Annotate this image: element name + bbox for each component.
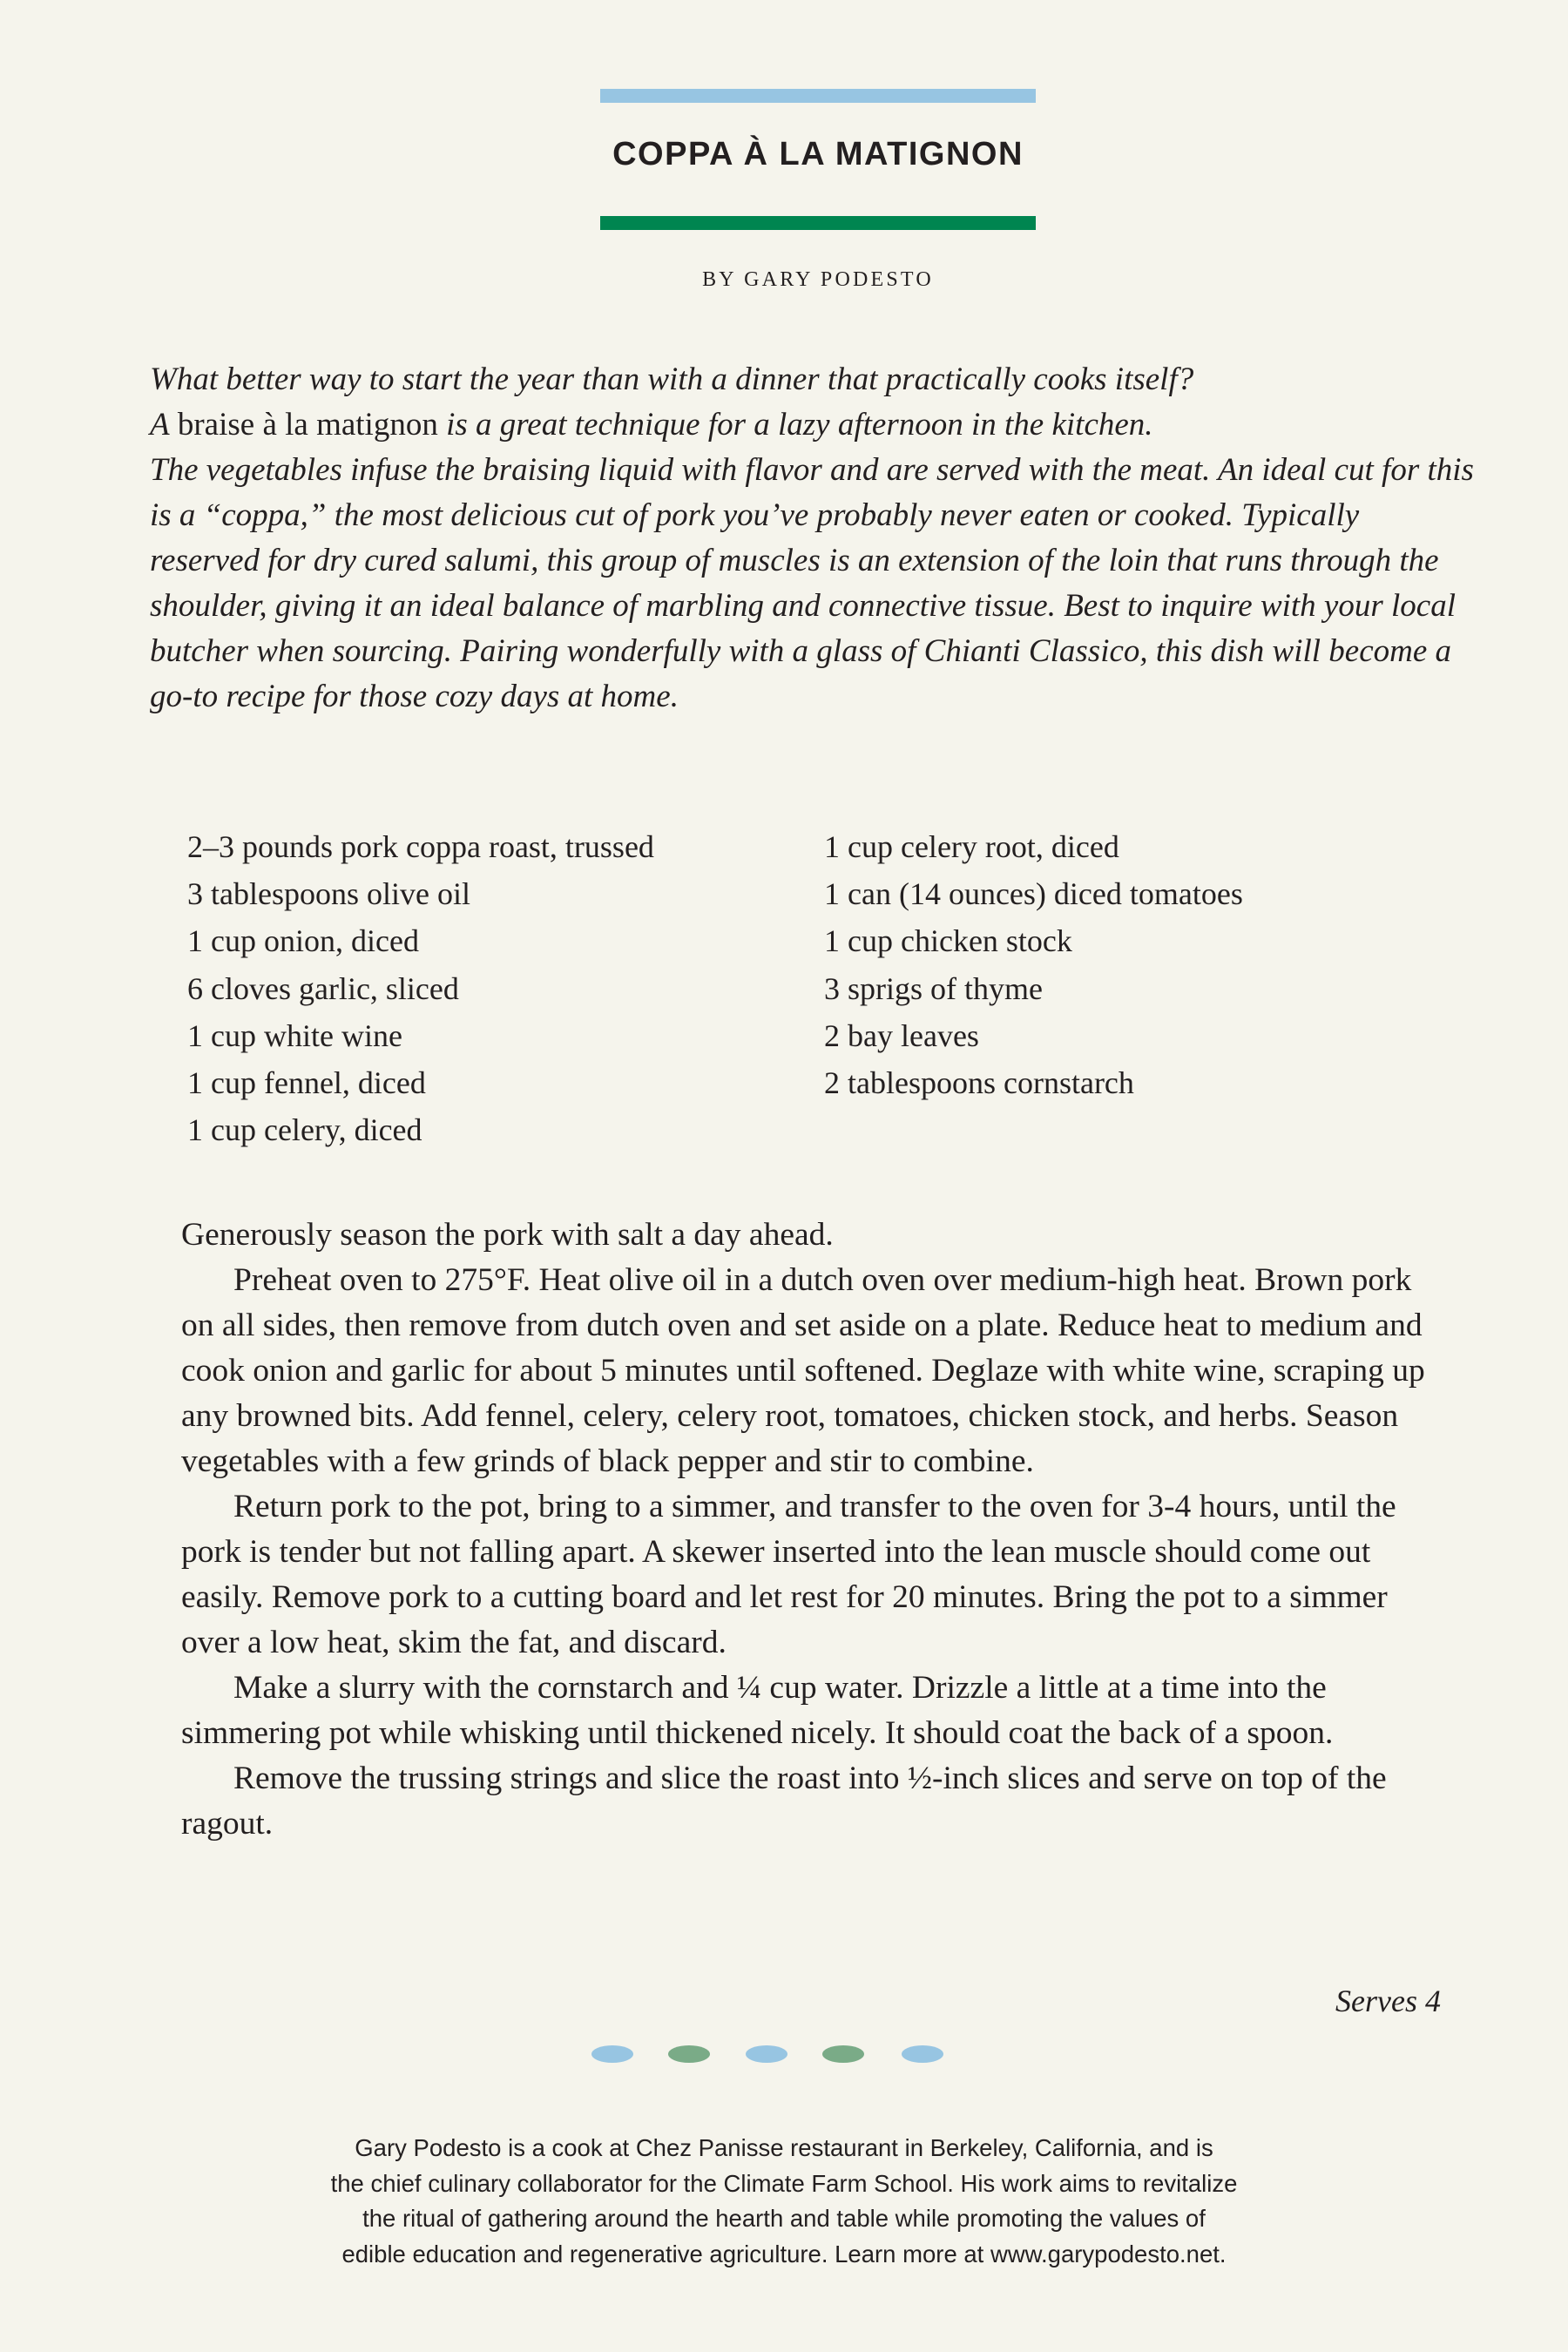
byline: BY GARY PODESTO	[702, 268, 934, 291]
divider-dot-icon	[822, 2045, 864, 2063]
method-step: Return pork to the pot, bring to a simmer, and transfer to the oven for 3-4 hours, until the pork is tender but not falling apart. A skewer inserted into the lean muscle should come out easily. Remove pork to a cutting board and let rest for 20 minutes. Bring the pot to a simmer over a low heat, skim the fat, and discard.	[181, 1489, 1396, 1660]
ingredient-item: 1 can (14 ounces) diced tomatoes	[824, 876, 1243, 912]
method-section	[181, 1213, 1446, 1847]
ingredient-item: 1 cup celery root, diced	[824, 829, 1119, 864]
method-step: Generously season the pork with salt a day ahead.	[181, 1217, 834, 1253]
ingredients-column-left	[187, 823, 654, 1153]
ingredient-item: 1 cup white wine	[187, 1017, 402, 1053]
intro-rest: The vegetables infuse the braising liquid with flavor and are served with the meat. An ideal cut for this is a “coppa,” the most delicious cut of pork you’ve probably never eaten or cooked. Typically reserved for dry cured salumi, this group of muscles is an extension of the loin that runs through the shoulder, giving it an ideal balance of marbling and connective tissue. Best to inquire with your local butcher when sourcing. Pairing wonderfully with a glass of Chianti Classico, this dish will become a go-to recipe for those cozy days at home.	[150, 452, 1474, 714]
bottom-accent-bar	[600, 216, 1036, 230]
bio-line: the chief culinary collaborator for the Climate Farm School. His work aims to revitalize	[330, 2169, 1238, 2197]
top-accent-bar	[600, 89, 1036, 103]
section-divider-dots	[591, 2045, 940, 2065]
ingredient-item: 1 cup onion, diced	[187, 923, 419, 959]
intro-line-2a: A	[150, 407, 170, 443]
ingredients-column-right	[824, 823, 1243, 1106]
method-step: Remove the trussing strings and slice the roast into ½-inch slices and serve on top of the ragout.	[181, 1761, 1387, 1842]
method-step: Preheat oven to 275°F. Heat olive oil in a dutch oven over medium-high heat. Brown pork on all sides, then remove from dutch oven and set aside on a plate. Reduce heat to medium and cook onion and garlic for about 5 minutes until softened. Deglaze with white wine, scraping up any browned bits. Add fennel, celery, celery root, tomatoes, chicken stock, and herbs. Season vegetables with a few grinds of black pepper and stir to combine.	[181, 1262, 1425, 1479]
ingredient-item: 2 tablespoons cornstarch	[824, 1065, 1134, 1101]
ingredient-item: 2–3 pounds pork coppa roast, trussed	[187, 829, 654, 864]
recipe-title: COPPA À LA MATIGNON	[612, 136, 1024, 172]
ingredient-item: 2 bay leaves	[824, 1017, 979, 1053]
author-bio	[174, 2131, 1394, 2272]
divider-dot-icon	[668, 2045, 710, 2063]
ingredient-item: 1 cup fennel, diced	[187, 1065, 426, 1101]
divider-dot-icon	[746, 2045, 787, 2063]
bio-line: Gary Podesto is a cook at Chez Panisse restaurant in Berkeley, California, and is	[355, 2134, 1213, 2161]
serves-note: Serves 4	[1335, 1984, 1441, 2018]
method-step: Make a slurry with the cornstarch and ¼ cup water. Drizzle a little at a time into the simmering pot while whisking until thickened nicely. It should coat the back of a spoon.	[181, 1670, 1334, 1751]
ingredient-item: 3 sprigs of thyme	[824, 970, 1043, 1006]
ingredient-item: 3 tablespoons olive oil	[187, 876, 470, 912]
bio-line: the ritual of gathering around the hearth and table while promoting the values of	[362, 2205, 1206, 2232]
intro-line-2b: is a great technique for a lazy afternoon in the kitchen.	[446, 407, 1153, 443]
ingredient-item: 1 cup chicken stock	[824, 923, 1072, 959]
ingredient-item: 6 cloves garlic, sliced	[187, 970, 459, 1006]
ingredient-item: 1 cup celery, diced	[187, 1112, 422, 1148]
intro-line-1: What better way to start the year than with a dinner that practically cooks itself?	[150, 362, 1194, 397]
bio-line: edible education and regenerative agriculture. Learn more at www.garypodesto.net.	[341, 2240, 1227, 2268]
divider-dot-icon	[902, 2045, 943, 2063]
intro-paragraph	[150, 357, 1474, 720]
divider-dot-icon	[591, 2045, 633, 2063]
intro-technique-name: braise à la matignon	[169, 407, 447, 443]
